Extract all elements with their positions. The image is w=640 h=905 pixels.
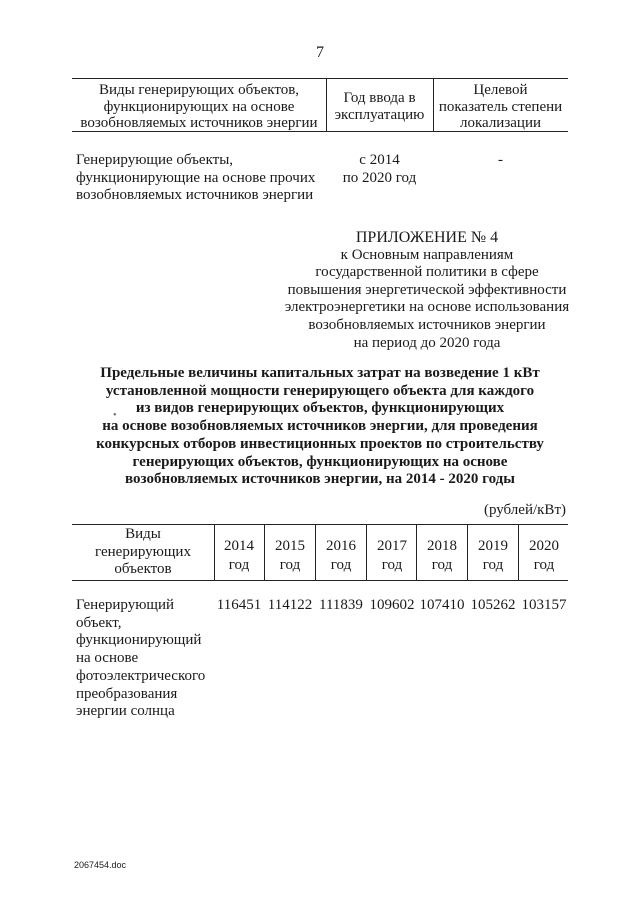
header-object-types: Виды генерирующих объектов, функционирующих на основе возобновляемых источников энергии <box>80 82 318 131</box>
row-year: с 2014 по 2020 год <box>342 152 417 186</box>
header-year-2017: 2017 год <box>377 538 407 573</box>
page-number: 7 <box>316 44 324 61</box>
value-2018: 107410 <box>419 597 465 613</box>
stray-mark: • <box>113 410 117 421</box>
document-heading: Предельные величины капитальных затрат на возведение 1 кВт установленной мощности генерирующего объекта для каждого из видов генерирующих объектов, функционирующих на основе возобновляемых источников энергии, для проведения конкурсных отборов инвестиционных проектов по строительству генерирующих объектов, функционирующих на основе возобновляемых источников энергии, на 2014 - 2020 годы <box>96 365 544 488</box>
appendix-title: ПРИЛОЖЕНИЕ № 4 <box>355 229 499 246</box>
value-2017: 109602 <box>369 597 415 613</box>
value-2020: 103157 <box>521 597 567 613</box>
row-target: - <box>498 152 503 168</box>
appendix-block: ПРИЛОЖЕНИЕ № 4 к Основным направлениям государственной политики в сфере повышения энергетической эффективности электроэнергетики на основе использования возобновляемых источников энергии на период до 2020 года <box>262 229 592 352</box>
row-object-type: Генерирующий объект, функционирующий на основе фотоэлектрического преобразования энергии солнца <box>76 597 206 720</box>
header-object-types: Виды генерирующих объектов <box>95 526 191 577</box>
footer-filename: 2067454.doc <box>74 860 127 870</box>
header-year-2020: 2020 год <box>529 538 559 573</box>
table-rule <box>72 524 568 525</box>
table-rule <box>72 78 568 79</box>
value-2014: 116451 <box>216 597 262 613</box>
header-year-2019: 2019 год <box>478 538 508 573</box>
value-2019: 105262 <box>470 597 516 613</box>
header-commissioning-year: Год ввода в эксплуатацию <box>334 90 425 123</box>
value-2015: 114122 <box>267 597 313 613</box>
header-year-2016: 2016 год <box>326 538 356 573</box>
unit-label: (рублей/кВт) <box>483 502 566 518</box>
header-year-2014: 2014 год <box>224 538 254 573</box>
table-rule <box>72 580 568 581</box>
header-localization-target: Целевой показатель степени локализации <box>438 82 563 131</box>
header-year-2018: 2018 год <box>427 538 457 573</box>
header-year-2015: 2015 год <box>275 538 305 573</box>
value-2016: 111839 <box>319 597 363 613</box>
row-object-type: Генерирующие объекты, функционирующие на основе прочих возобновляемых источников энергии <box>76 152 316 203</box>
